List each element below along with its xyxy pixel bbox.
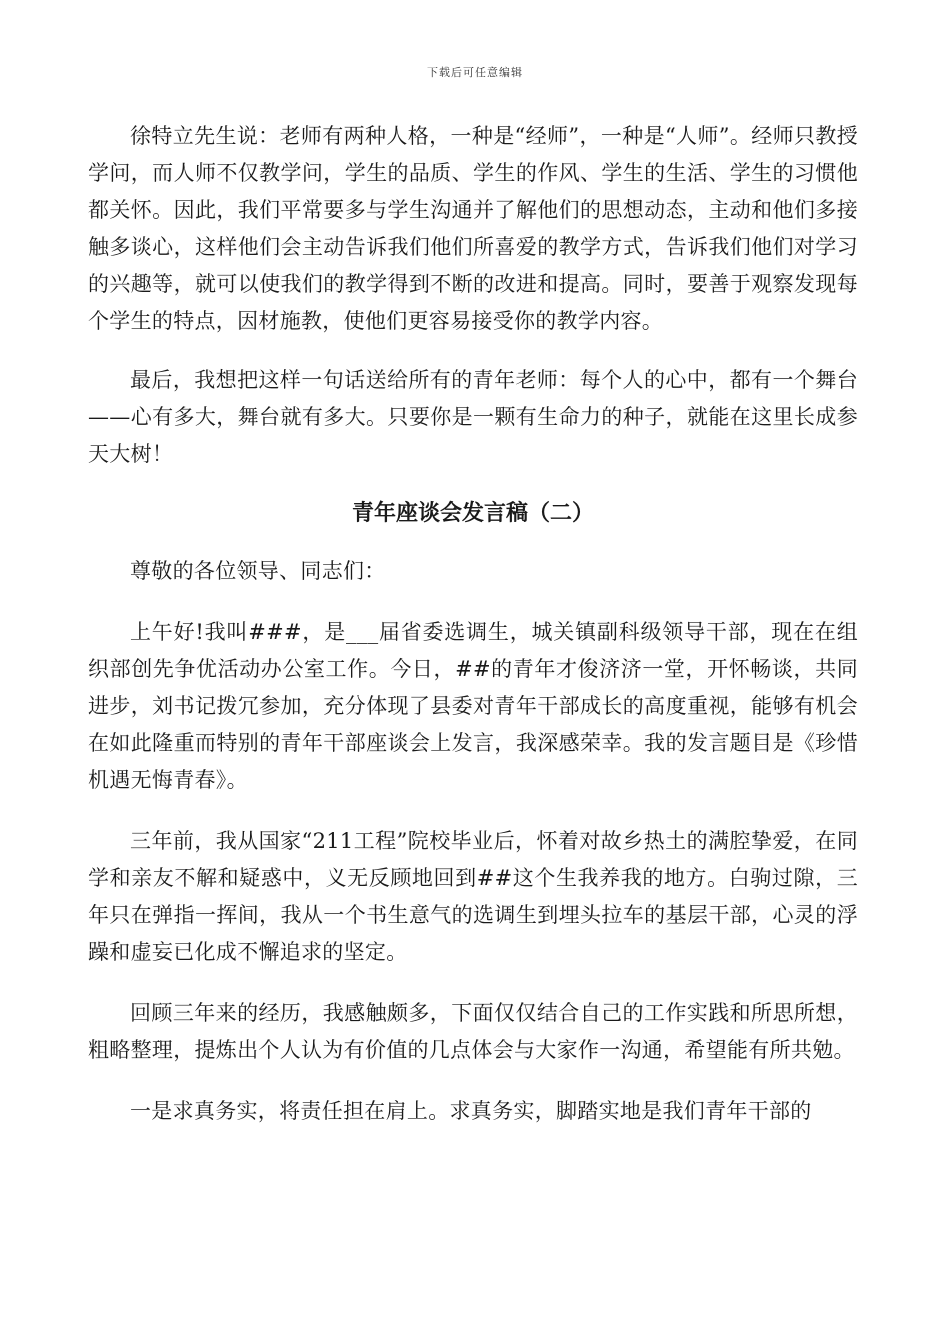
document-body	[88, 118, 858, 1130]
paragraph-salutation: 尊敬的各位领导、同志们：	[130, 559, 386, 583]
paragraph-three-years-ago: 三年前，我从国家“211工程”院校毕业后，怀着对故乡热土的满腔挚爱，在同学和亲友不解和疑惑中，义无反顾地回到##这个生我养我的地方。白驹过隙，三年只在弹指一挥间，我从一个书生意气的选调生到埋头拉车的基层干部，心灵的浮躁和虚妄已化成不懈追求的坚定。	[88, 829, 858, 964]
header-note: 下载后可任意编辑	[427, 66, 523, 79]
paragraph-introduction: 上午好!我叫###，是___届省委选调生，城关镇副科级领导干部，现在在组织部创先争优活动办公室工作。今日，##的青年才俊济济一堂，开怀畅谈，共同进步，刘书记拨冗参加，充分体现了县委对青年干部成长的高度重视，能够有机会在如此隆重而特别的青年干部座谈会上发言，我深感荣幸。我的发言题目是《珍惜机遇无悔青春》。	[88, 620, 858, 792]
section-title: 青年座谈会发言稿（二）	[351, 501, 594, 526]
paragraph-review: 回顾三年来的经历，我感触颇多，下面仅仅结合自己的工作实践和所思所想，粗略整理，提炼出个人认为有价值的几点体会与大家作一沟通，希望能有所共勉。	[88, 1001, 858, 1062]
paragraph-point-one: 一是求真务实，将责任担在肩上。求真务实，脚踏实地是我们青年干部的	[130, 1099, 812, 1123]
paragraph-teacher-personality: 徐特立先生说：老师有两种人格，一种是“经师”，一种是“人师”。经师只教授学问，而人师不仅教学问，学生的品质、学生的作风、学生的生活、学生的习惯他都关怀。因此，我们平常要多与学生沟通并了解他们的思想动态，主动和他们多接触多谈心，这样他们会主动告诉我们他们所喜爱的教学方式，告诉我们他们对学习的兴趣等，就可以使我们的教学得到不断的改进和提高。同时，要善于观察发现每个学生的特点，因材施教，使他们更容易接受你的教学内容。	[88, 124, 858, 333]
paragraph-closing-message: 最后，我想把这样一句话送给所有的青年老师：每个人的心中，都有一个舞台——心有多大，舞台就有多大。只要你是一颗有生命力的种子，就能在这里长成参天大树！	[88, 368, 858, 466]
